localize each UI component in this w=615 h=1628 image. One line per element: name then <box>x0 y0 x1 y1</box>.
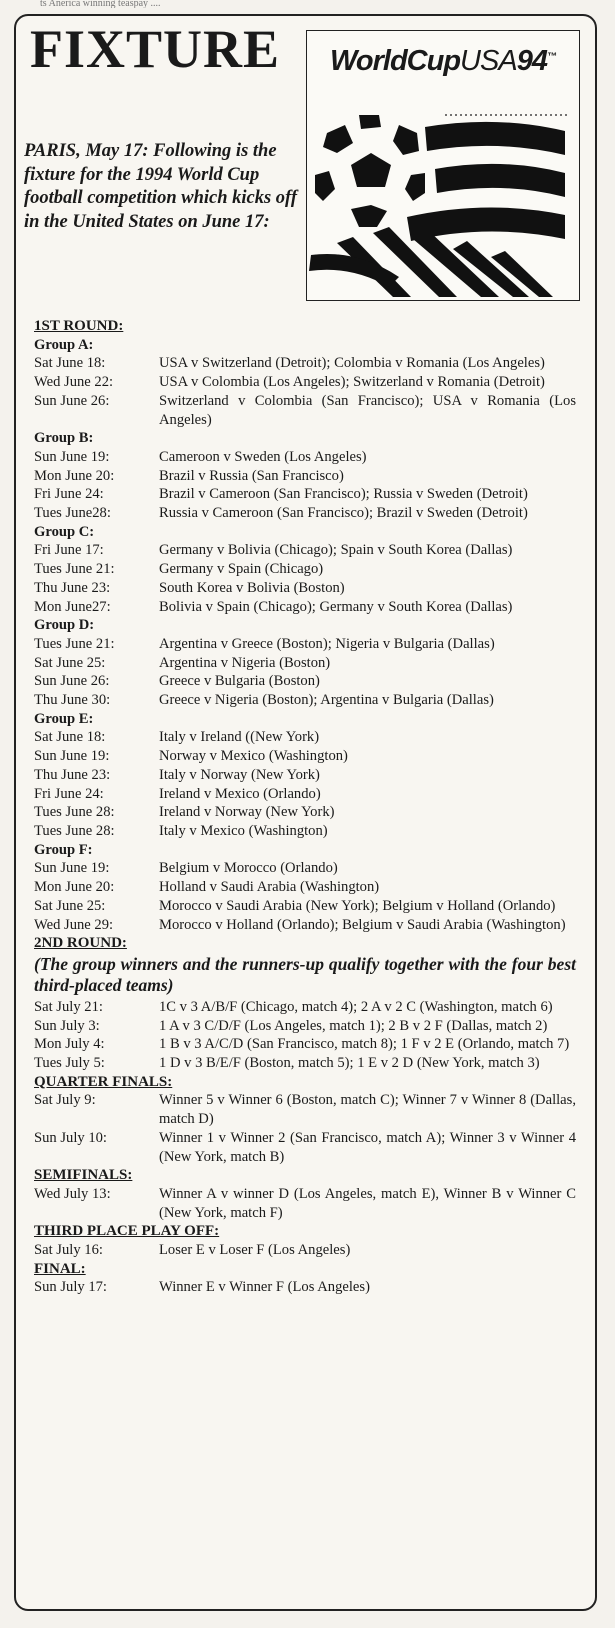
fixture-date: Sun June 19: <box>34 860 110 877</box>
round-heading: THIRD PLACE PLAY OFF: <box>34 1223 220 1240</box>
fixture-matches: 1 A v 3 C/D/F (Los Angeles, match 1); 2 B v 2 F (Dallas, match 2) <box>159 1017 548 1034</box>
fixture-row <box>34 1035 576 1054</box>
fixture-date: Fri June 24: <box>34 486 104 503</box>
fixture-row <box>34 691 576 710</box>
fixture-list <box>34 317 576 1297</box>
round-section <box>34 1260 576 1297</box>
round-heading: FINAL: <box>34 1260 86 1277</box>
fixture-date: Sat June 18: <box>34 729 106 746</box>
fixture-date: Tues June28: <box>34 505 111 522</box>
fixture-row <box>34 1054 576 1073</box>
fixture-matches: Winner 5 v Winner 6 (Boston, match C); Winner 7 v Winner 8 (Dallas, match D) <box>159 1092 576 1128</box>
fixture-matches: Morocco v Holland (Orlando); Belgium v Saudi Arabia (Washington) <box>159 916 566 933</box>
fixture-row <box>34 1129 576 1166</box>
fixture-date: Tues June 21: <box>34 561 115 578</box>
fixture-row <box>34 1278 576 1297</box>
fixture-matches: Italy v Ireland ((New York) <box>159 729 320 746</box>
round-heading: QUARTER FINALS: <box>34 1073 173 1090</box>
fixture-row <box>34 859 576 878</box>
round-heading: 1ST ROUND: <box>34 318 124 334</box>
fixture-date: Sat June 18: <box>34 355 106 372</box>
fixture-row <box>34 728 576 747</box>
fixture-date: Sat June 25: <box>34 654 106 671</box>
fixture-matches: Italy v Mexico (Washington) <box>159 822 328 839</box>
fixture-row <box>34 354 576 373</box>
fixture-date: Mon June27: <box>34 598 111 615</box>
round-section <box>34 1166 576 1222</box>
fixture-matches: Ireland v Norway (New York) <box>159 804 335 821</box>
fixture-matches: Winner 1 v Winner 2 (San Francisco, match A); Winner 3 v Winner 4 (New York, match B) <box>159 1129 576 1165</box>
fixture-row <box>34 598 576 617</box>
fixture-date: Sun June 26: <box>34 392 110 409</box>
fixture-matches: Holland v Saudi Arabia (Washington) <box>159 879 380 896</box>
fixture-matches: USA v Switzerland (Detroit); Colombia v Romania (Los Angeles) <box>159 355 545 372</box>
fixture-date: Sun July 3: <box>34 1017 100 1034</box>
fixture-matches: Argentina v Greece (Boston); Nigeria v Bulgaria (Dallas) <box>159 635 495 652</box>
fixture-matches: Russia v Cameroon (San Francisco); Brazil v Sweden (Detroit) <box>159 505 528 522</box>
fixture-matches: Winner A v winner D (Los Angeles, match E), Winner B v Winner C (New York, match F) <box>159 1185 576 1221</box>
fixture-matches: South Korea v Bolivia (Boston) <box>159 579 345 596</box>
fixture-date: Tues June 21: <box>34 635 115 652</box>
fixture-date: Sun June 19: <box>34 748 110 765</box>
fixture-row <box>34 785 576 804</box>
round-heading: 2ND ROUND: <box>34 935 127 952</box>
fixture-row <box>34 822 576 841</box>
logo-wordmark-country: USA <box>460 45 517 77</box>
fixture-matches: Bolivia v Spain (Chicago); Germany v South Korea (Dallas) <box>159 598 513 615</box>
fixture-matches: Belgium v Morocco (Orlando) <box>159 860 338 877</box>
fixture-date: Sun July 17: <box>34 1279 107 1296</box>
group-heading: Group F: <box>34 841 93 858</box>
world-cup-logo <box>306 30 580 301</box>
fixture-row <box>34 998 576 1017</box>
logo-wordmark-year: 94 <box>516 45 547 77</box>
fixture-row <box>34 672 576 691</box>
fixture-matches: USA v Colombia (Los Angeles); Switzerland v Romania (Detroit) <box>159 374 545 391</box>
fixture-matches: Morocco v Saudi Arabia (New York); Belgium v Holland (Orlando) <box>159 897 556 914</box>
fixture-date: Sun June 19: <box>34 448 110 465</box>
group-heading: Group B: <box>34 430 94 447</box>
fixture-matches: 1C v 3 A/B/F (Chicago, match 4); 2 A v 2 C (Washington, match 6) <box>159 998 553 1015</box>
logo-trademark: ™ <box>546 51 556 63</box>
fixture-date: Sat June 25: <box>34 897 106 914</box>
fixture-row <box>34 878 576 897</box>
fixture-date: Sat July 16: <box>34 1242 103 1259</box>
fixture-matches: Italy v Norway (New York) <box>159 766 320 783</box>
fixture-date: Wed June 29: <box>34 916 114 933</box>
fixture-matches: 1 D v 3 B/E/F (Boston, match 5); 1 E v 2 D (New York, match 3) <box>159 1055 540 1072</box>
fixture-row <box>34 916 576 935</box>
fixture-matches: Cameroon v Sweden (Los Angeles) <box>159 448 367 465</box>
fixture-date: Sun July 10: <box>34 1129 107 1146</box>
fixture-matches: 1 B v 3 A/C/D (San Francisco, match 8); 1 F v 2 E (Orlando, match 7) <box>159 1036 570 1053</box>
fixture-row <box>34 504 576 523</box>
fixture-row <box>34 635 576 654</box>
round-section <box>34 1222 576 1259</box>
fixture-row <box>34 1185 576 1222</box>
group-heading: Group E: <box>34 710 94 727</box>
fixture-date: Tues July 5: <box>34 1055 105 1072</box>
round-heading: SEMIFINALS: <box>34 1167 133 1184</box>
fixture-matches: Winner E v Winner F (Los Angeles) <box>159 1279 370 1296</box>
fixture-date: Sat July 21: <box>34 998 103 1015</box>
fixture-date: Fri June 17: <box>34 542 104 559</box>
fixture-date: Mon July 4: <box>34 1036 105 1053</box>
round-note: (The group winners and the runners-up qualify together with the four best third-placed teams) <box>34 953 576 995</box>
fixture-row <box>34 897 576 916</box>
fixture-matches: Ireland v Mexico (Orlando) <box>159 785 321 802</box>
fixture-date: Thu June 30: <box>34 692 111 709</box>
round-section <box>34 317 576 934</box>
fixture-row <box>34 747 576 766</box>
fixture-date: Tues June 28: <box>34 822 115 839</box>
fixture-date: Thu June 23: <box>34 766 111 783</box>
ball-flag-icon <box>307 81 578 299</box>
fixture-row <box>34 467 576 486</box>
fixture-matches: Argentina v Nigeria (Boston) <box>159 654 331 671</box>
group-heading: Group C: <box>34 523 95 540</box>
fixture-matches: Switzerland v Colombia (San Francisco); USA v Romania (Los Angeles) <box>159 392 576 428</box>
fixture-matches: Brazil v Cameroon (San Francisco); Russia v Sweden (Detroit) <box>159 486 528 503</box>
fixture-matches: Greece v Bulgaria (Boston) <box>159 673 320 690</box>
fixture-matches: Greece v Nigeria (Boston); Argentina v Bulgaria (Dallas) <box>159 692 494 709</box>
fixture-row <box>34 1017 576 1036</box>
intro-paragraph: PARIS, May 17: Following is the fixture for the 1994 World Cup football competition which kicks off in the United States on June 17: <box>24 141 298 232</box>
fixture-row <box>34 541 576 560</box>
fixture-date: Wed July 13: <box>34 1185 111 1202</box>
fixture-row <box>34 1241 576 1260</box>
fixture-matches: Germany v Bolivia (Chicago); Spain v South Korea (Dallas) <box>159 542 513 559</box>
fixture-row <box>34 803 576 822</box>
cropped-header-text: ts Anerica winning teaspay .... <box>40 0 161 8</box>
fixture-row <box>34 392 576 429</box>
fixture-matches: Brazil v Russia (San Francisco) <box>159 467 344 484</box>
fixture-date: Mon June 20: <box>34 879 115 896</box>
logo-wordmark-bold: WorldCup <box>330 45 461 77</box>
fixture-row <box>34 485 576 504</box>
fixture-date: Sun June 26: <box>34 673 110 690</box>
fixture-date: Sat July 9: <box>34 1092 96 1109</box>
group-heading: Group D: <box>34 617 95 634</box>
group-heading: Group A: <box>34 336 94 353</box>
fixture-row <box>34 579 576 598</box>
round-section <box>34 934 576 1073</box>
fixture-date: Fri June 24: <box>34 785 104 802</box>
fixture-matches: Germany v Spain (Chicago) <box>159 561 324 578</box>
fixture-row <box>34 448 576 467</box>
round-section <box>34 1073 576 1167</box>
fixture-row <box>34 654 576 673</box>
fixture-date: Mon June 20: <box>34 467 115 484</box>
fixture-date: Wed June 22: <box>34 374 114 391</box>
fixture-row <box>34 560 576 579</box>
fixture-date: Tues June 28: <box>34 804 115 821</box>
fixture-matches: Norway v Mexico (Washington) <box>159 748 348 765</box>
page-title: FIXTURE <box>30 19 281 79</box>
fixture-row <box>34 373 576 392</box>
fixture-date: Thu June 23: <box>34 579 111 596</box>
logo-wordmark <box>307 45 579 78</box>
fixture-matches: Loser E v Loser F (Los Angeles) <box>159 1242 351 1259</box>
fixture-row <box>34 766 576 785</box>
fixture-row <box>34 1091 576 1128</box>
